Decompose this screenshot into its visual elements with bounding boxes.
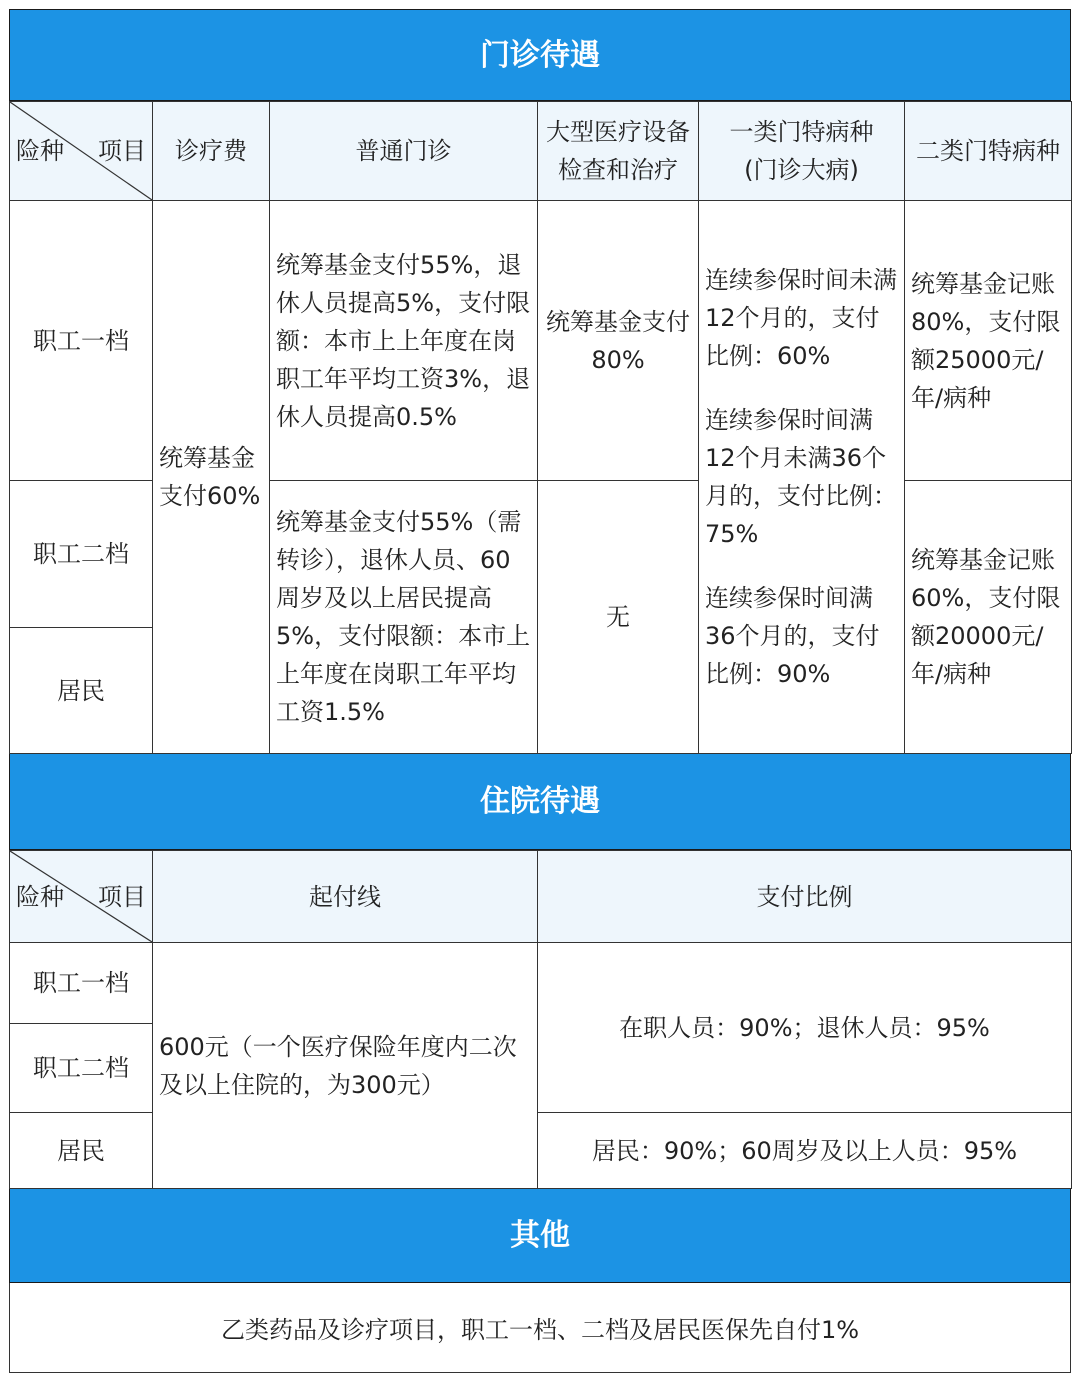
ratio-resident-cell: 居民：90%；60周岁及以上人员：95%: [538, 1113, 1072, 1189]
row-label-resident: 居民: [10, 628, 153, 754]
special1-para3: 连续参保时间满36个月的，支付比例：90%: [705, 584, 880, 688]
paragraph-gap: [705, 375, 898, 401]
other-section-title: 其他: [9, 1189, 1071, 1283]
inpatient-diagonal-header-cell: [10, 851, 153, 943]
diag-label-item: 项目: [98, 882, 146, 911]
header-ratio: 支付比例: [538, 851, 1072, 943]
inpatient-table: [9, 850, 1072, 1189]
outpatient-table: [9, 101, 1072, 754]
special1-para1: 连续参保时间未满12个月的，支付比例：60%: [705, 266, 897, 370]
header-threshold: 起付线: [153, 851, 538, 943]
general-tier1-cell: 统筹基金支付55%，退休人员提高5%，支付限额：本市上上年度在岗职工年平均工资3%，退休人员提高0.5%: [270, 201, 538, 481]
row-label-tier1: 职工一档: [10, 943, 153, 1024]
outpatient-section-title: 门诊待遇: [9, 9, 1071, 101]
special1-para2: 连续参保时间满12个月未满36个月的，支付比例：75%: [705, 406, 897, 548]
threshold-cell: 600元（一个医疗保险年度内二次及以上住院的，为300元）: [153, 943, 538, 1189]
special2-tier2-cell: 统筹基金记账60%，支付限额20000元/年/病种: [905, 481, 1072, 754]
diag-label-item: 项目: [98, 137, 146, 165]
device-tier2-cell: 无: [538, 481, 699, 754]
benefits-page: [9, 9, 1071, 1373]
outpatient-diagonal-header-cell: [10, 102, 153, 201]
outpatient-header-row: [10, 102, 1072, 201]
row-label-tier2: 职工二档: [10, 1024, 153, 1113]
special1-cell: [699, 201, 905, 754]
header-special1-line2: (门诊大病): [744, 156, 859, 184]
diag-label-insurance: 险种: [16, 137, 64, 165]
header-device-line2: 检查和治疗: [558, 156, 678, 184]
header-special1-line1: 一类门特病种: [729, 118, 874, 146]
fee-cell: 统筹基金支付60%: [153, 201, 270, 754]
special2-tier1-cell: 统筹基金记账80%，支付限额25000元/年/病种: [905, 201, 1072, 481]
paragraph-gap: [705, 553, 898, 579]
header-device-line1: 大型医疗设备: [546, 118, 690, 146]
header-general: 普通门诊: [270, 102, 538, 201]
outpatient-row-tier1: [10, 201, 1072, 481]
header-special2: 二类门特病种: [905, 102, 1072, 201]
row-label-tier1: 职工一档: [10, 201, 153, 481]
header-fee: 诊疗费: [153, 102, 270, 201]
inpatient-section-title: 住院待遇: [9, 754, 1071, 850]
header-device: [538, 102, 699, 201]
inpatient-header-row: [10, 851, 1072, 943]
row-label-tier2: 职工二档: [10, 481, 153, 628]
header-special1: [699, 102, 905, 201]
general-tier2-cell: 统筹基金支付55%（需转诊），退休人员、60周岁及以上居民提高5%，支付限额：本市上上年度在岗职工年平均工资1.5%: [270, 481, 538, 754]
device-tier1-cell: 统筹基金支付80%: [538, 201, 699, 481]
other-text: 乙类药品及诊疗项目，职工一档、二档及居民医保先自付1%: [9, 1283, 1071, 1373]
row-label-resident: 居民: [10, 1113, 153, 1189]
inpatient-row-tier1: [10, 943, 1072, 1024]
ratio-employee-cell: 在职人员：90%；退休人员：95%: [538, 943, 1072, 1113]
diag-label-insurance: 险种: [16, 882, 64, 911]
